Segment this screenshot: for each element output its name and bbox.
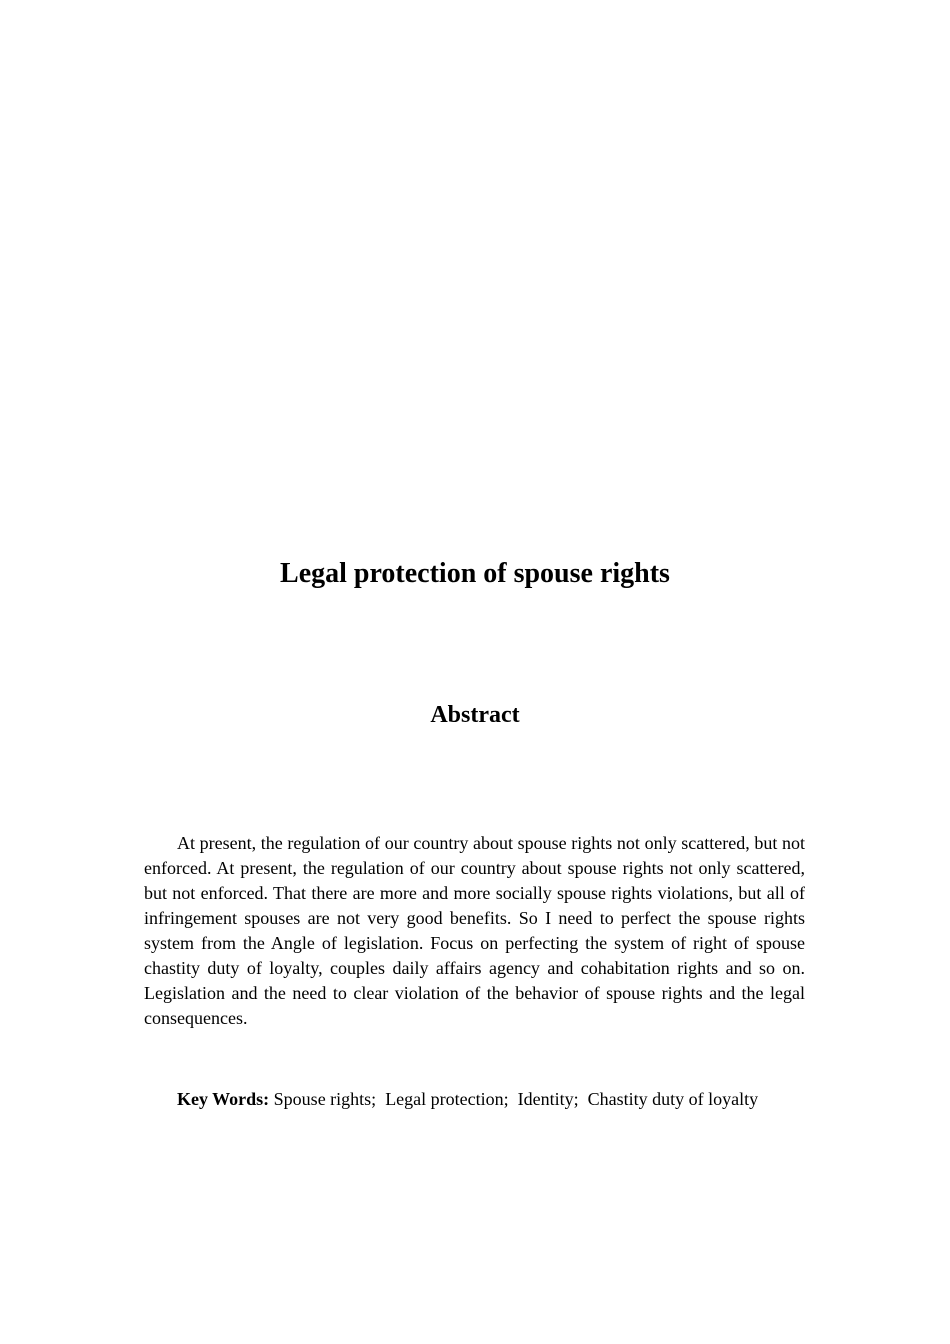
document-title: Legal protection of spouse rights: [280, 558, 670, 589]
keyword-item: Spouse rights;: [273, 1089, 377, 1109]
keyword-item: Legal protection;: [385, 1089, 509, 1109]
keyword-item: Chastity duty of loyalty: [587, 1089, 759, 1109]
keywords-line: [177, 1087, 877, 1112]
keyword-item: Identity;: [517, 1089, 579, 1109]
abstract-body: At present, the regulation of our country about spouse rights not only scattered, but not enforced. At present, the regulation of our country about spouse rights not only scattered, but not enforced. That there are more and more socially spouse rights violations, but all of infringement spouses are not very good benefits. So I need to perfect the spouse rights system from the Angle of legislation. Focus on perfecting the system of right of spouse chastity duty of loyalty, couples daily affairs agency and cohabitation rights and so on. Legislation and the need to clear violation of the behavior of spouse rights and the legal consequences.: [144, 833, 805, 1028]
abstract-heading: Abstract: [430, 702, 520, 728]
keywords-label: Key Words:: [177, 1089, 270, 1109]
